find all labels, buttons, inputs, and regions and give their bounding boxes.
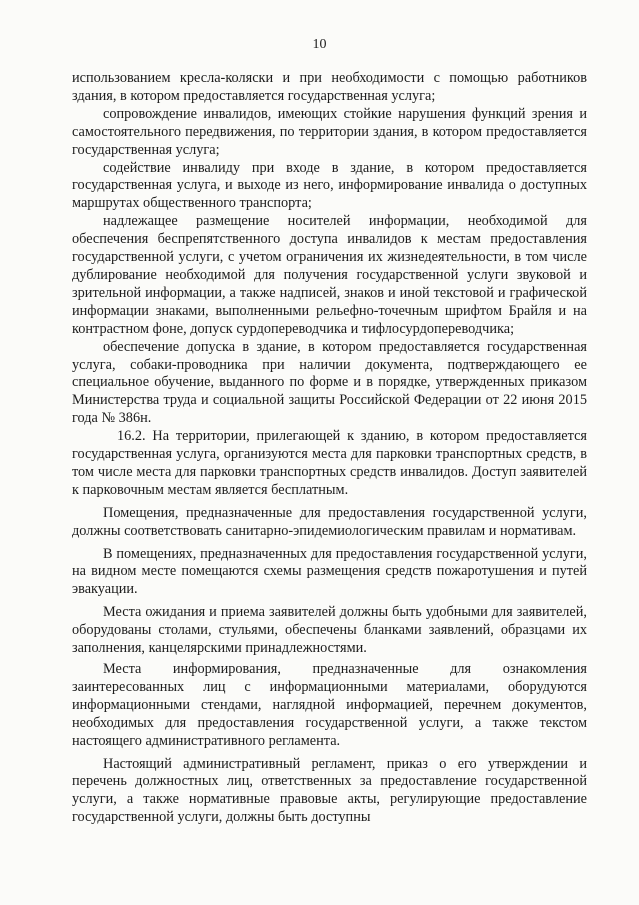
paragraph-information-placement: надлежащее размещение носителей информации, необходимой для обеспечения беспрепятственного доступа инвалидов к местам предоставления государственной услуги, с учетом ограничения их жизнедеятельности, в том числе дублирование необходимой для получения государственной услуги звуковой и зрительной информации, а также надписей, знаков и иной текстовой и графической информации знаками, выполненными рельефно-точечным шрифтом Брайля и на контрастном фоне, допуск сурдопереводчика и тифлосурдопереводчика;: [72, 213, 587, 337]
paragraph-parking-16-2: 16.2. На территории, прилегающей к зданию, в котором предоставляется государственная услуга, организуются места для парковки транспортных средств, в том числе места для парковки транспортных средств инвалидов. Доступ заявителей к парковочным местам является бесплатным.: [72, 428, 587, 498]
paragraph-information-areas: Места информирования, предназначенные для ознакомления заинтересованных лиц с информационными материалами, оборудуются информационными стендами, наглядной информацией, перечнем документов, необходимых для предоставления государственной услуги, а также текстом настоящего административного регламента.: [72, 661, 587, 749]
page-number: 10: [312, 37, 327, 52]
document-body: [72, 70, 587, 827]
paragraph-entry-assistance: содействие инвалиду при входе в здание, в котором предоставляется государственная услуга, и выходе из него, информирование инвалида о доступных маршрутах общественного транспорта;: [72, 159, 587, 212]
paragraph-waiting-areas: Места ожидания и приема заявителей должны быть удобными для заявителей, оборудованы столами, стульями, обеспечены бланками заявлений, образцами их заполнения, канцелярскими принадлежностями.: [72, 604, 587, 657]
paragraph-wheelchair-assistance: использованием кресла-коляски и при необходимости с помощью работников здания, в котором предоставляется государственная услуга;: [72, 70, 587, 104]
paragraph-guide-dog-access: обеспечение допуска в здание, в котором предоставляется государственная услуга, собаки-проводника при наличии документа, подтверждающего ее специальное обучение, выданного по форме и в порядке, утвержденных приказом Министерства труда и социальной защиты Российской Федерации от 22 июня 2015 года № 386н.: [72, 338, 587, 427]
paragraph-premises-sanitary: Помещения, предназначенные для предоставления государственной услуги, должны соответствовать санитарно-эпидемиологическим правилам и нормативам.: [72, 504, 587, 539]
paragraph-escort-visually-impaired: сопровождение инвалидов, имеющих стойкие нарушения функций зрения и самостоятельного передвижения, по территории здания, в котором предоставляется государственная услуга;: [72, 105, 587, 158]
paragraph-regulation-availability: Настоящий административный регламент, приказ о его утверждении и перечень должностных лиц, ответственных за предоставление государственной услуги, а также нормативные правовые акты, регулирующие предоставление государственной услуги, должны быть доступны: [72, 755, 587, 826]
paragraph-fire-evacuation: В помещениях, предназначенных для предоставления государственной услуги, на видном месте помещаются схемы размещения средств пожаротушения и путей эвакуации.: [72, 545, 587, 598]
